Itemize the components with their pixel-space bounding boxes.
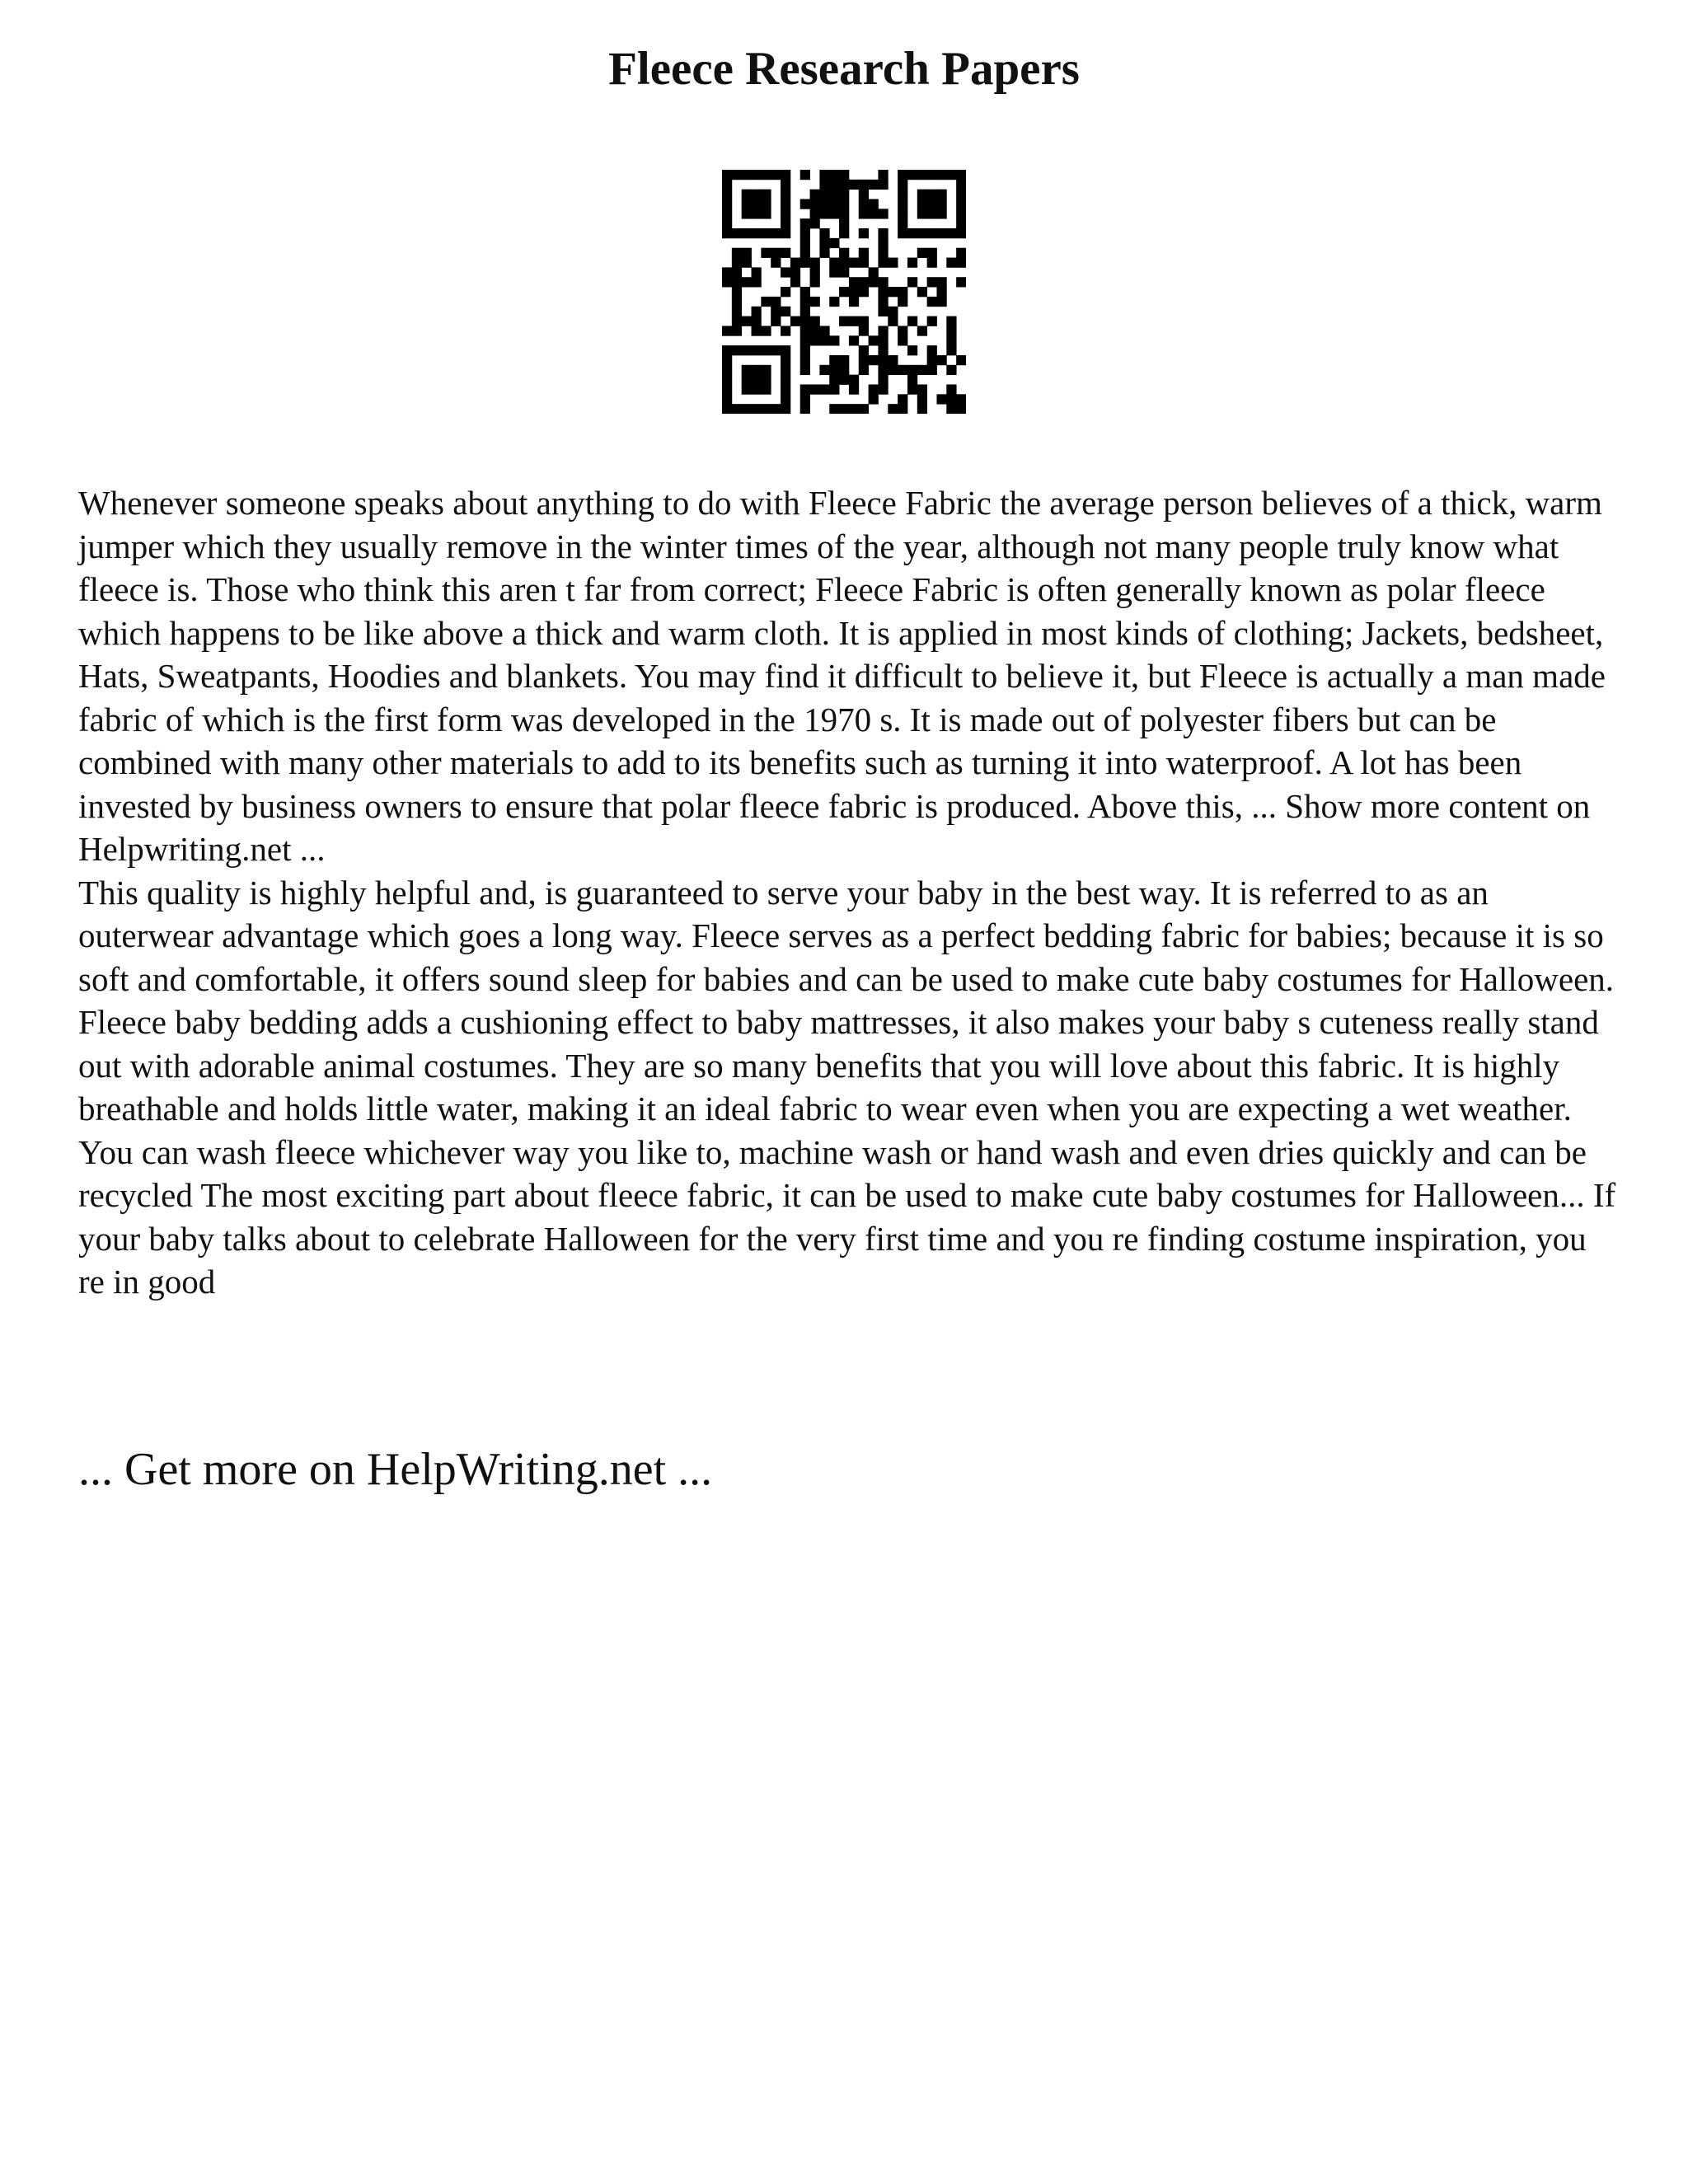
paragraph-fleece-baby: This quality is highly helpful and, is guaranteed to serve your baby in the best way. It is referred to as an outerwear advantage which goes a long way. Fleece serves as a perfect bedding fabric for babies; because it is so soft and comfortable, it offers sound sleep for babies and can be used to make cute baby costumes for Halloween. Fleece baby bedding adds a cushioning effect to baby mattresses, it also makes your baby s cuteness really stand out with adorable animal costumes. They are so many benefits that you will love about this fabric. It is highly breathable and holds little water, making it an ideal fabric to wear even when you are expecting a wet weather. You can wash fleece whichever way you like to, machine wash or hand wash and even dries quickly and can be recycled The most exciting part about fleece fabric, it can be used to make cute baby costumes for Halloween... If your baby talks about to celebrate Halloween for the very first time and you re finding costume inspiration, you re in good [78, 873, 1616, 1301]
paragraph-fleece-overview: Whenever someone speaks about anything to do with Fleece Fabric the average person believes of a thick, warm jumper which they usually remove in the winter times of the year, although not many people truly know what fleece is. Those who think this aren t far from correct; Fleece Fabric is often generally known as polar fleece which happens to be like above a thick and warm cloth. It is applied in most kinds of clothing; Jackets, bedsheet, Hats, Sweatpants, Hoodies and blankets. You may find it difficult to believe it, but Fleece is actually a man made fabric of which is the first form was developed in the 1970 s. It is made out of polyester fibers but can be combined with many other materials to add to its benefits such as turning it into waterproof. A lot has been invested by business owners to ensure that polar fleece fabric is produced. Above this, ... Show more content on Helpwriting.net ... [78, 484, 1606, 868]
body-text [78, 481, 1620, 1304]
page-title: Fleece Research Papers [608, 43, 1080, 95]
qr-code-icon [722, 170, 966, 414]
get-more-link[interactable]: ... Get more on HelpWriting.net ... [78, 1444, 713, 1495]
